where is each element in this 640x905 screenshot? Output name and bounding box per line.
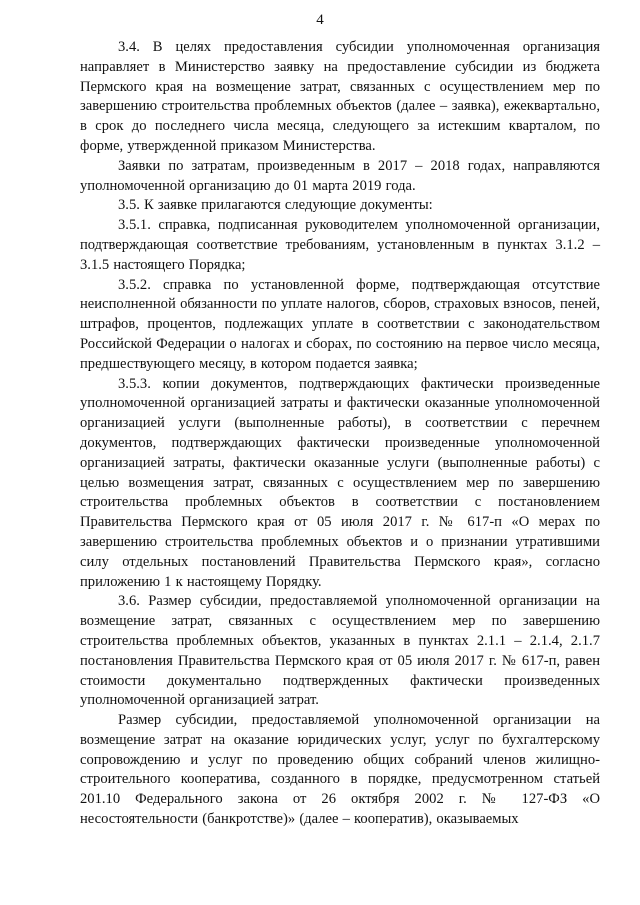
paragraph-deadline-2017-2018: Заявки по затратам, произведенным в 2017 – 2018 годах, направляются уполномоченной организацию до 01 марта 2019 года. (80, 157, 600, 194)
document-body (80, 38, 600, 830)
paragraph-3-4: 3.4. В целях предоставления субсидии уполномоченная организация направляет в Министерство заявку на предоставление субсидии из бюджета Пермского края на возмещение затрат, связанных с осуществлением мер по завершению строительства проблемных объектов (далее – заявка), ежеквартально, в срок до последнего числа месяца, следующего за истекшим кварталом, по форме, утвержденной приказом Министерства. (80, 39, 600, 154)
paragraph-3-5-2: 3.5.2. справка по установленной форме, подтверждающая отсутствие неисполненной обязанности по уплате налогов, сборов, страховых взносов, пеней, штрафов, процентов, подлежащих уплате в соответствии с законодательством Российской Федерации о налогах и сборах, по состоянию на первое число месяца, предшествующего месяцу, в котором подается заявка; (80, 276, 600, 372)
paragraph-subsidy-amount: Размер субсидии, предоставляемой уполномоченной организации на возмещение затрат на оказание юридических услуг, услуг по бухгалтерскому сопровождению и услуг по проведению общих собраний членов жилищно-строительного кооператива, созданного в порядке, предусмотренном статьей 201.10 Федерального закона от 26 октября 2002 г. № 127-ФЗ «О несостоятельности (банкротстве)» (далее – кооператив), оказываемых (80, 712, 600, 828)
paragraph-3-5-3: 3.5.3. копии документов, подтверждающих фактически произведенные уполномоченной организацией затраты и фактически оказанные уполномоченной организацией услуги (выполненные работы), в соответствии с перечнем документов, подтверждающих фактически произведенные уполномоченной организацией затраты, фактически оказанные услуги (выполненные работы) с целью возмещения затрат, связанных с осуществлением мер по завершению строительства проблемных объектов в соответствии с постановлением Правительства Пермского края от 05 июля 2017 г. № 617-п «О мерах по завершению строительства проблемных объектов и о признании утратившими силу отдельных постановлений Правительства Пермского края», согласно приложению 1 к настоящему Порядку. (80, 375, 600, 590)
paragraph-3-5-1: 3.5.1. справка, подписанная руководителем уполномоченной организации, подтверждающая соответствие требованиям, установленным в пунктах 3.1.2 – 3.1.5 настоящего Порядка; (80, 217, 600, 273)
page-number: 4 (316, 12, 324, 28)
paragraph-3-6: 3.6. Размер субсидии, предоставляемой уполномоченной организации на возмещение затрат, связанных с осуществлением мер по завершению строительства проблемных объектов, указанных в пунктах 2.1.1 – 2.1.4, 2.1.7 постановления Правительства Пермского края от 05 июля 2017 г. № 617-п, равен стоимости документально подтвержденных фактически произведенных уполномоченной организацией затрат. (80, 593, 600, 709)
paragraph-3-5: 3.5. К заявке прилагаются следующие документы: (118, 197, 433, 214)
